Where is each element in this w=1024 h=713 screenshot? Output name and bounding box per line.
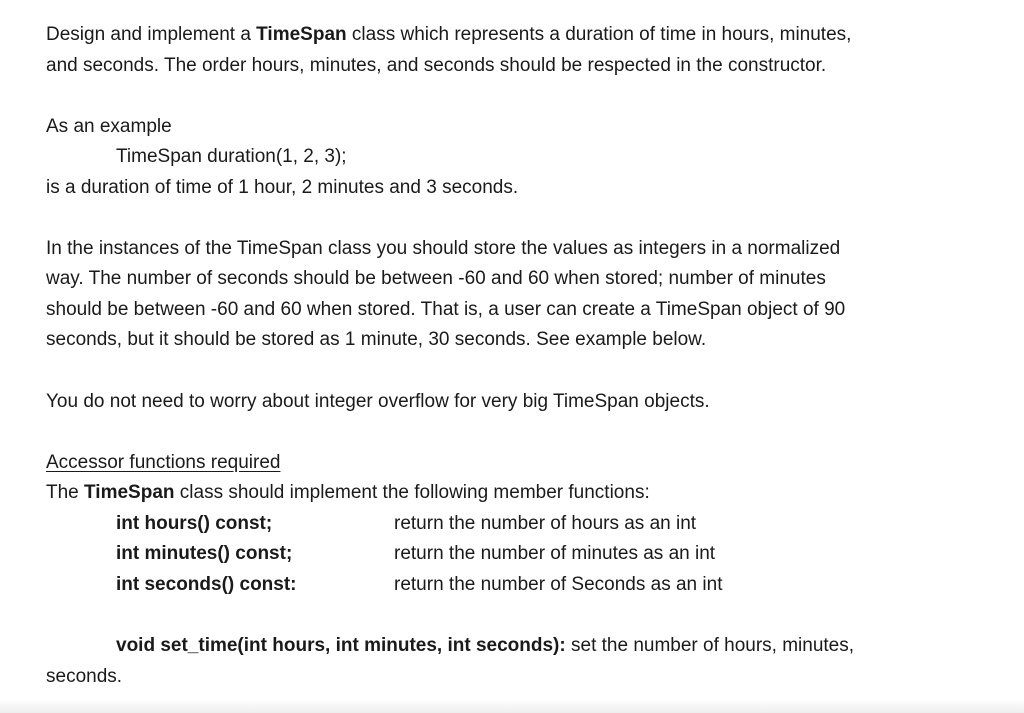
function-signature: int minutes() const; <box>116 543 293 564</box>
set-time-line <box>116 634 854 658</box>
class-name-bold: TimeSpan <box>84 482 175 503</box>
example-description: is a duration of time of 1 hour, 2 minutes and 3 seconds. <box>46 177 519 198</box>
function-description-hours: return the number of hours as an int <box>394 513 697 534</box>
accessors-heading <box>46 451 280 475</box>
function-signature-hours <box>116 512 272 536</box>
accessors-heading-text: Accessor functions required <box>46 452 281 473</box>
set-time-description: set the number of hours, minutes, <box>565 635 855 656</box>
page-bottom-shadow <box>0 699 1024 713</box>
normalize-line-1: In the instances of the TimeSpan class you should store the values as integers in a normalized <box>46 238 841 259</box>
function-signature-minutes <box>116 542 292 566</box>
normalize-line-4: seconds, but it should be stored as 1 minute, 30 seconds. See example below. <box>46 329 707 350</box>
example-heading: As an example <box>46 116 172 137</box>
function-description-minutes: return the number of minutes as an int <box>394 543 716 564</box>
intro-text: class which represents a duration of time in hours, minutes, <box>346 24 852 45</box>
accessors-intro <box>46 481 650 505</box>
intro-text: Design and implement a <box>46 24 257 45</box>
accessors-intro-text: The <box>46 482 85 503</box>
set-time-signature: void set_time(int hours, int minutes, int seconds): <box>116 635 566 656</box>
normalize-line-3: should be between -60 and 60 when stored. That is, a user can create a TimeSpan object of 90 <box>46 299 846 320</box>
intro-line-1 <box>46 23 851 47</box>
accessors-intro-text: class should implement the following member functions: <box>174 482 650 503</box>
overflow-note: You do not need to worry about integer overflow for very big TimeSpan objects. <box>46 391 710 412</box>
intro-line-2: and seconds. The order hours, minutes, and seconds should be respected in the constructor. <box>46 55 827 76</box>
function-signature: int hours() const; <box>116 513 273 534</box>
function-signature-seconds <box>116 573 297 597</box>
set-time-continuation: seconds. <box>46 666 123 687</box>
function-description-seconds: return the number of Seconds as an int <box>394 574 723 595</box>
function-signature: int seconds() const: <box>116 574 297 595</box>
example-code: TimeSpan duration(1, 2, 3); <box>116 146 347 167</box>
normalize-line-2: way. The number of seconds should be between -60 and 60 when stored; number of minutes <box>46 268 826 289</box>
class-name-bold: TimeSpan <box>256 24 347 45</box>
